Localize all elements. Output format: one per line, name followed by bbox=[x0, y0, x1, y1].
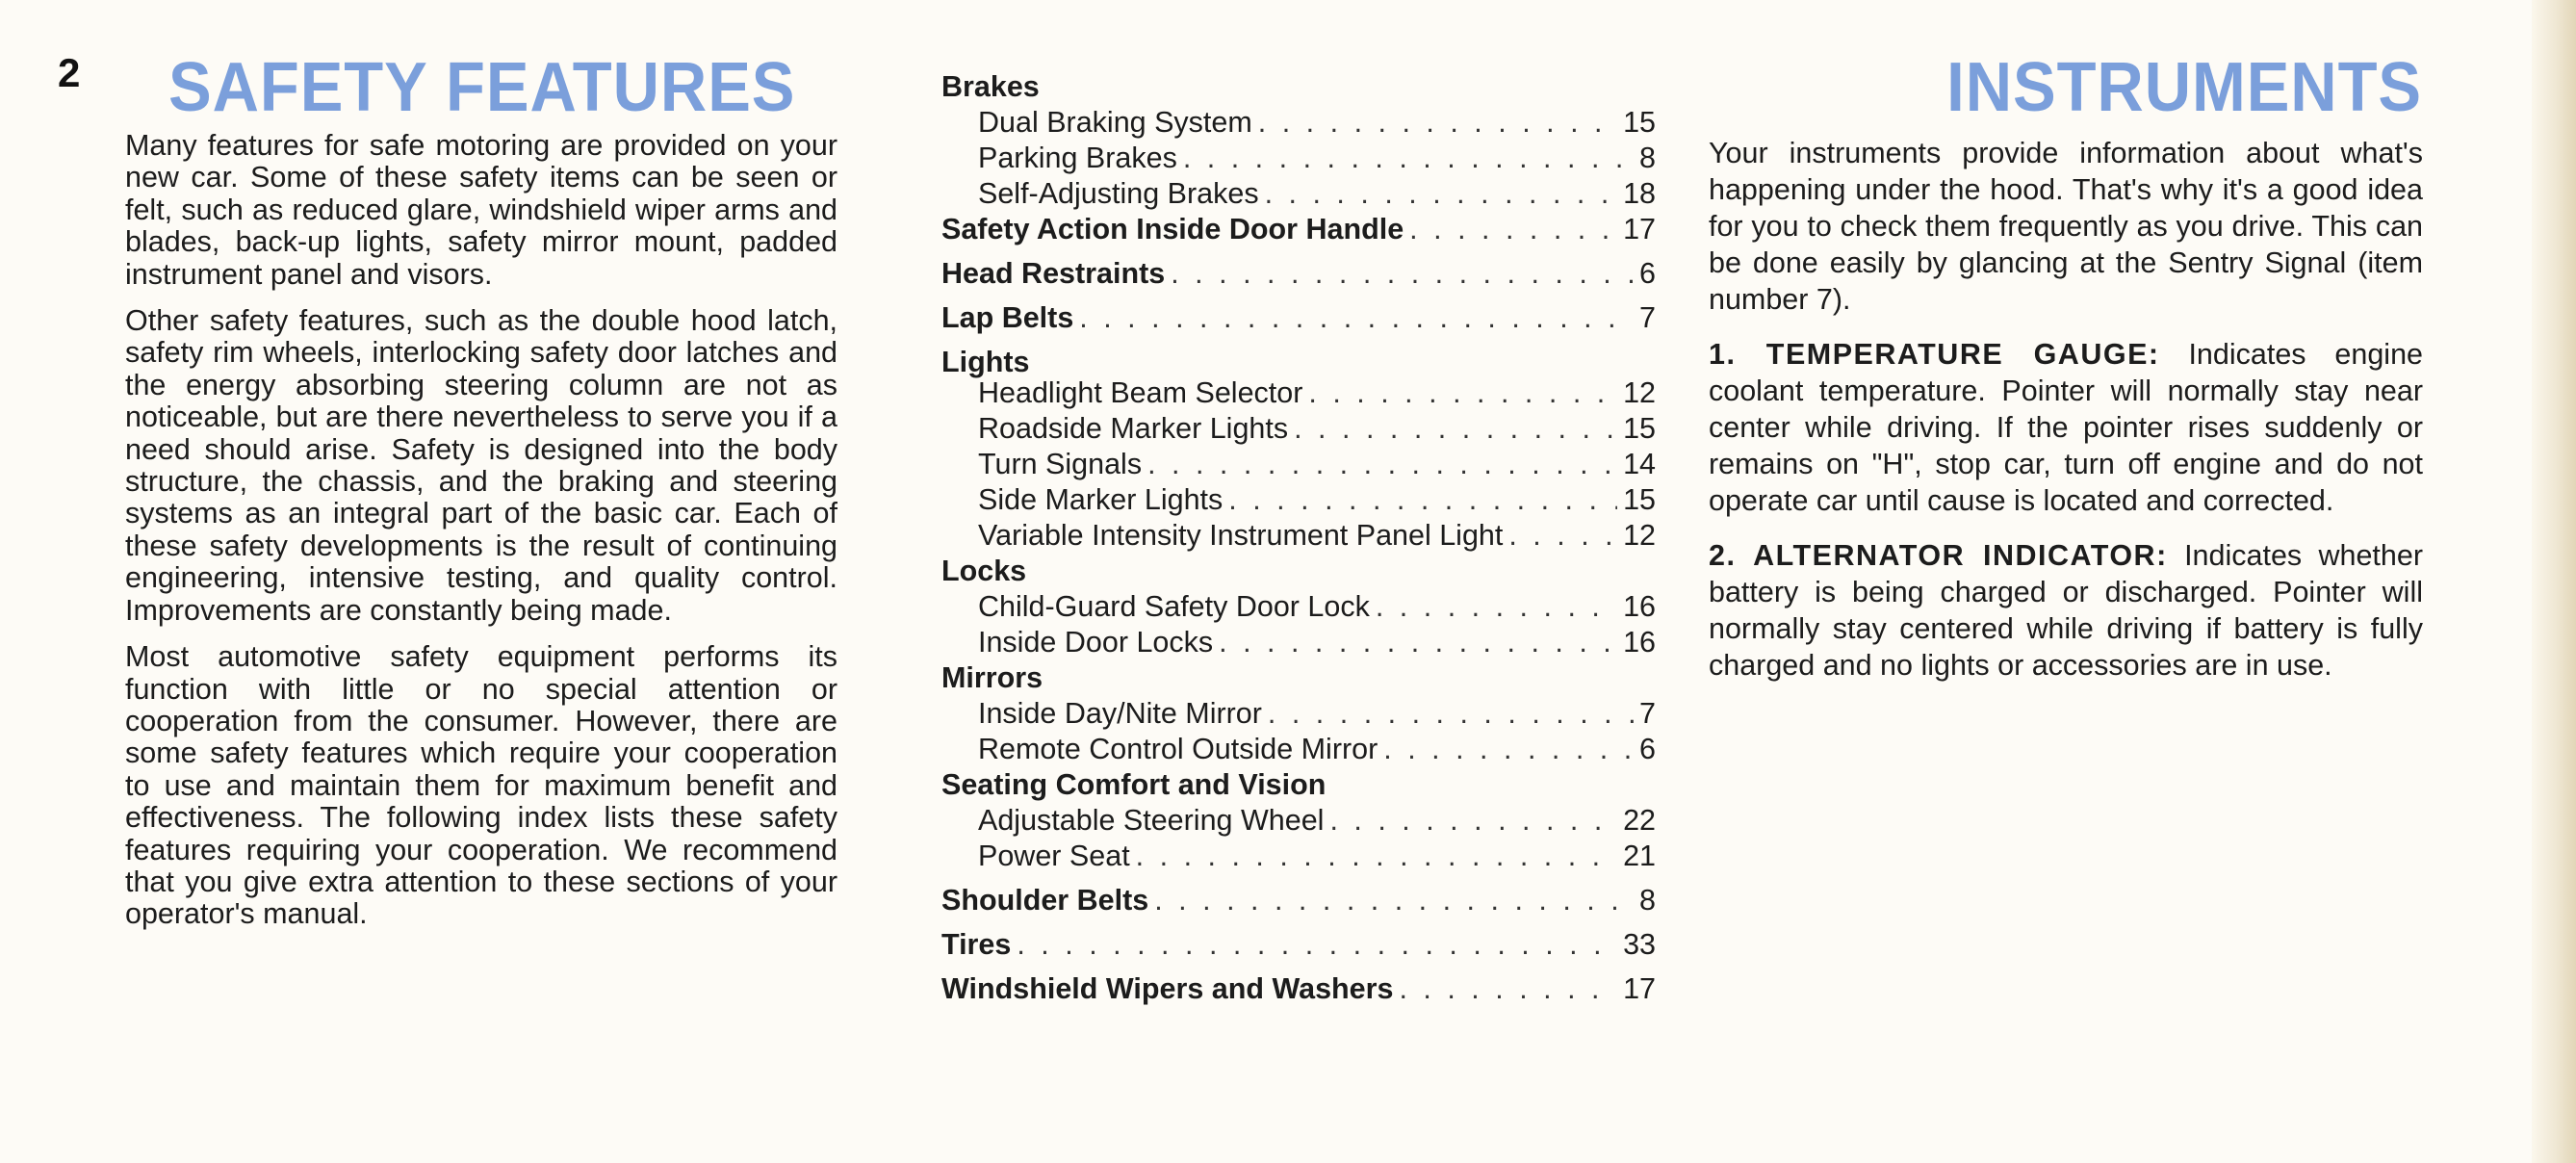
index-category-mirrors: Mirrors bbox=[941, 661, 1043, 694]
index-entry: Dual Braking System . . . 15 bbox=[941, 105, 1656, 141]
safety-index bbox=[941, 69, 1656, 1007]
index-category-brakes: Brakes bbox=[941, 70, 1040, 103]
index-entry: Variable Intensity Instrument Panel Light . . . 12 bbox=[941, 518, 1656, 554]
index-entry-lap-belts: Lap Belts . . . 7 bbox=[941, 300, 1656, 336]
index-category-seating: Seating Comfort and Vision bbox=[941, 768, 1327, 801]
page-edge bbox=[2532, 0, 2576, 1163]
temperature-gauge-description: 1. TEMPERATURE GAUGE: Indicates engine coolant temperature. Pointer will normally stay near center while driving. If the pointer rises suddenly or remains on "H", stop car, turn off engine and do not operate car until cause is located and corrected. bbox=[1709, 338, 2423, 517]
index-entry: Self-Adjusting Brakes . . . 18 bbox=[941, 176, 1656, 212]
safety-paragraph-2: Other safety features, such as the double hood latch, safety rim wheels, interlocking safety door latches and the energy absorbing steering column are not as noticeable, but are there nevertheless to serve you if a need should arise. Safety is designed into the body structure, the chassis, and the braking and steering systems as an integral part of the basic car. Each of these safety developments is the result of continuing engineering, intensive testing, and quality control. Improvements are constantly being made. bbox=[125, 304, 837, 627]
index-entry: Adjustable Steering Wheel . . . 22 bbox=[941, 803, 1656, 839]
index-entry: Child-Guard Safety Door Lock . . . 16 bbox=[941, 589, 1656, 625]
index-entry: Roadside Marker Lights . . . 15 bbox=[941, 411, 1656, 447]
safety-paragraph-3: Most automotive safety equipment performs its function with little or no special attention or cooperation from the consumer. However, there are some safety features which require your cooperation to use and maintain them for maximum benefit and effectiveness. The following index lists these safety features requiring your cooperation. We recommend that you give extra attention to these sections of your operator's manual. bbox=[125, 640, 837, 931]
index-entry: Inside Door Locks . . . 16 bbox=[941, 625, 1656, 660]
index-entry-safety-action: Safety Action Inside Door Handle . . . 17 bbox=[941, 212, 1656, 247]
safety-intro-text bbox=[125, 130, 837, 945]
index-entry: Parking Brakes . . . 8 bbox=[941, 141, 1656, 176]
instruments-intro: Your instruments provide information about what's happening under the hood. That's why it's a good idea for you to check them frequently as you drive. This can be done easily by glancing at the Sentry Signal (item number 7). bbox=[1709, 137, 2423, 316]
index-entry-shoulder-belts: Shoulder Belts . . . 8 bbox=[941, 883, 1656, 918]
page-number: 2 bbox=[58, 50, 81, 95]
index-entry: Side Marker Lights . . . 15 bbox=[941, 482, 1656, 518]
index-entry-tires: Tires . . . 33 bbox=[941, 927, 1656, 963]
index-category-lights: Lights bbox=[941, 346, 1030, 378]
alternator-indicator-description: 2. ALTERNATOR INDICATOR: Indicates whether battery is being charged or discharged. Pointer will normally stay centered while driving if battery is fully charged and no lights or accessories are in use. bbox=[1709, 539, 2423, 682]
index-entry: Power Seat . . . 21 bbox=[941, 839, 1656, 874]
temperature-gauge-label: 1. TEMPERATURE GAUGE: bbox=[1709, 338, 2160, 371]
alternator-indicator-label: 2. ALTERNATOR INDICATOR: bbox=[1709, 539, 2168, 572]
safety-features-heading: SAFETY FEATURES bbox=[168, 49, 796, 126]
instruments-heading: INSTRUMENTS bbox=[1946, 49, 2422, 126]
index-category-locks: Locks bbox=[941, 555, 1027, 587]
index-entry-windshield: Windshield Wipers and Washers . . . 17 bbox=[941, 971, 1656, 1007]
index-entry: Turn Signals . . . 14 bbox=[941, 447, 1656, 482]
instruments-text bbox=[1709, 135, 2423, 702]
index-entry: Inside Day/Nite Mirror . . . 7 bbox=[941, 696, 1656, 732]
index-entry: Headlight Beam Selector . . . 12 bbox=[941, 375, 1656, 411]
index-entry-head-restraints: Head Restraints . . . 6 bbox=[941, 256, 1656, 292]
safety-paragraph-1: Many features for safe motoring are provided on your new car. Some of these safety items can be seen or felt, such as reduced glare, windshield wiper arms and blades, back-up lights, safety mirror mount, padded instrument panel and visors. bbox=[125, 129, 837, 291]
index-entry: Remote Control Outside Mirror . . . 6 bbox=[941, 732, 1656, 767]
